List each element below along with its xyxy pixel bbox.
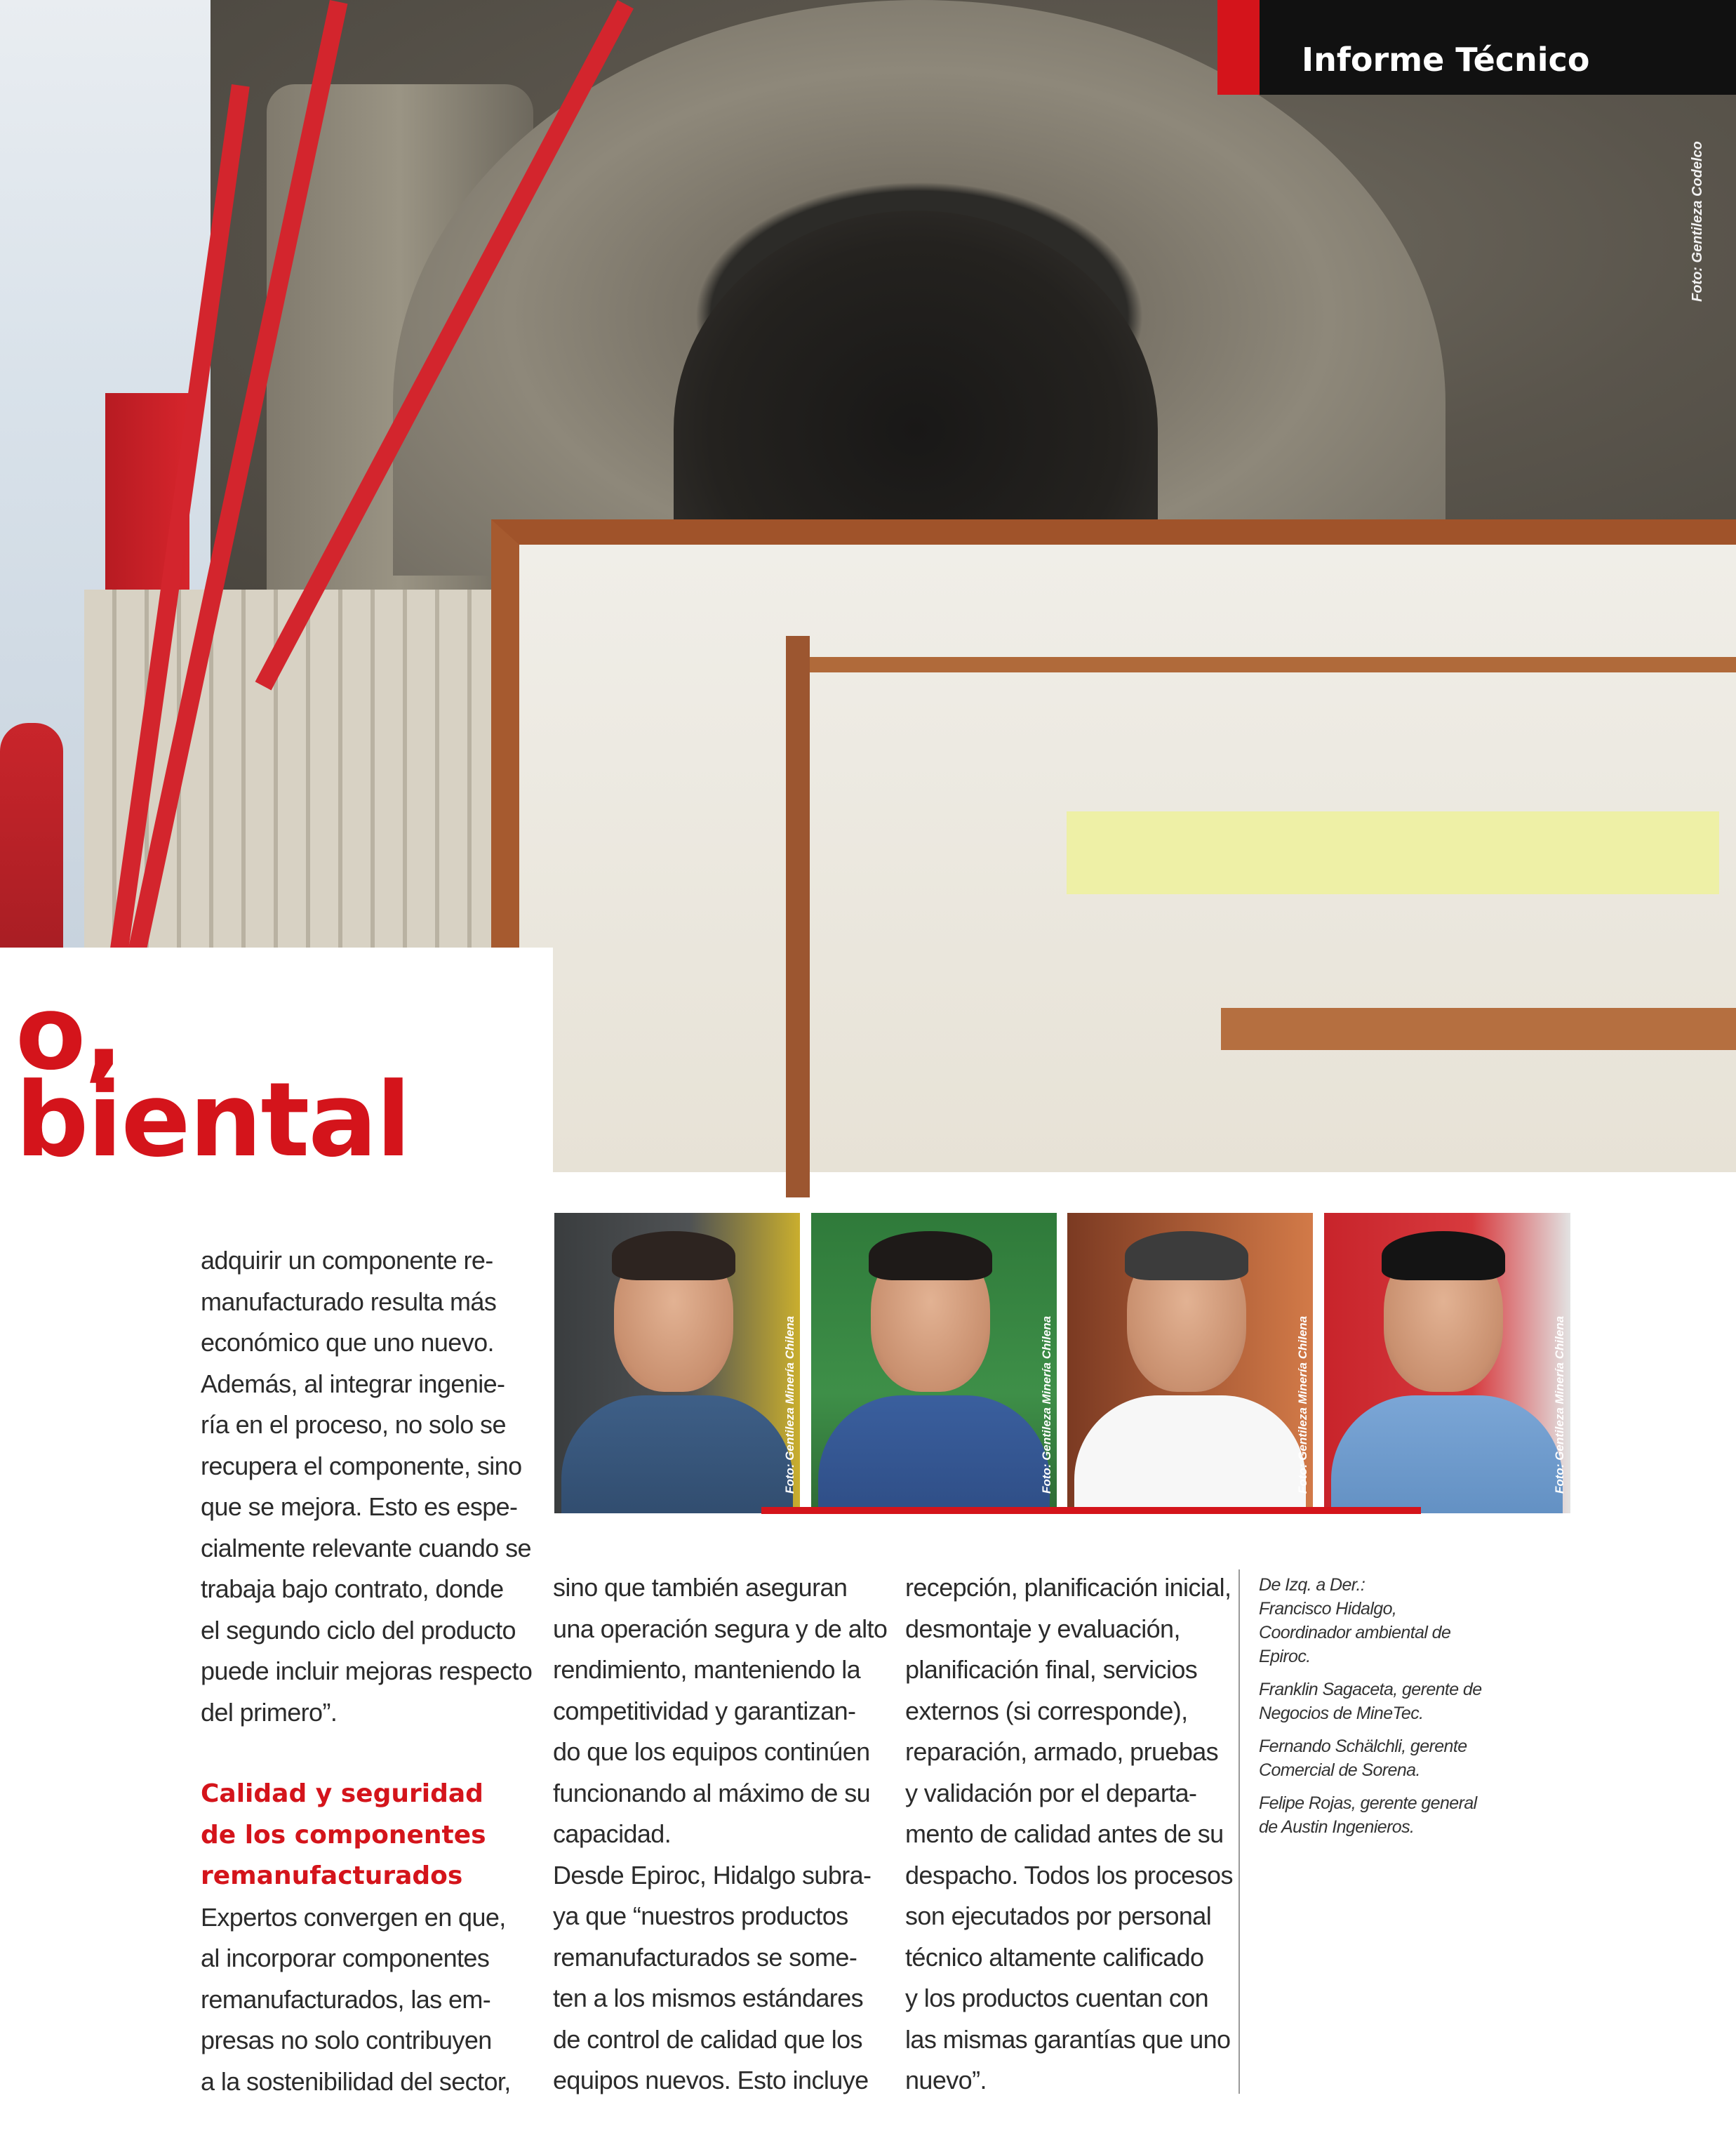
portrait-francisco-hidalgo [554,1213,800,1513]
caption-person: Felipe Rojas, gerente general de Austin Ingenieros. [1259,1793,1477,1837]
body-column-3 [905,1567,1233,2101]
rust-rail-lower [1221,1008,1736,1050]
caption-intro: De Izq. a Der.: [1259,1575,1366,1595]
body-line: capacidad. [553,1819,672,1848]
portrait-franklin-sagaceta [811,1213,1057,1513]
body-line: económico que uno nuevo. [201,1328,494,1357]
body-line: puede incluir mejoras respecto [201,1656,533,1685]
section-tab-label: Informe Técnico [1302,41,1590,79]
subhead-line: remanufacturados [201,1861,463,1890]
body-line: presas no solo contribuyen [201,2026,492,2054]
body-line: planificación final, servicios [905,1655,1198,1684]
body-line: cialmente relevante cuando se [201,1533,531,1562]
portrait-fernando-schalchli [1067,1213,1313,1513]
portrait-body [1074,1395,1306,1513]
body-line: son ejecutados por personal [905,1901,1212,1930]
body-line: recepción, planificación inicial, [905,1573,1231,1602]
body-line: Expertos convergen en que, [201,1902,506,1932]
portrait-credit: Foto: Gentileza Minería Chilena [1553,1315,1566,1494]
worker-figure [0,723,63,948]
portrait-credit: Foto: Gentileza Minería Chilena [783,1315,796,1494]
spacer [201,1733,520,1774]
body-line: nuevo”. [905,2066,987,2094]
caption-person: Franklin Sagaceta, gerente de Negocios de MineTec. [1259,1680,1482,1723]
body-line: ría en el proceso, no solo se [201,1410,506,1439]
body-line: que se mejora. Esto es espe- [201,1492,518,1521]
body-line: mento de calidad antes de su [905,1819,1224,1848]
caption-person: Francisco Hidalgo, Coordinador ambiental de Epiroc. [1259,1599,1451,1666]
body-line: del primero”. [201,1697,338,1727]
caption-divider [1238,1569,1240,2094]
portrait-credit: Foto: Gentileza Minería Chilena [1040,1315,1053,1494]
body-line: recupera el componente, sino [201,1451,522,1480]
body-line: Desde Epiroc, Hidalgo subra- [553,1860,872,1890]
body-line: rendimiento, manteniendo la [553,1655,861,1684]
body-column-2 [553,1567,888,2101]
portrait-hair [1125,1231,1248,1280]
portrait-red-rule [761,1507,1421,1514]
body-line: a la sostenibilidad del sector, [201,2066,511,2096]
body-line: adquirir un componente re- [201,1246,493,1275]
body-line: de control de calidad que los [553,2024,862,2054]
section-tab [1217,0,1736,95]
portrait-hair [869,1231,992,1280]
rust-post [786,636,810,1197]
body-line: funcionando al máximo de su [553,1778,871,1807]
hero-photo-credit: Foto: Gentileza Codelco [1690,141,1705,302]
body-line: competitividad y garantizan- [553,1696,856,1725]
caption-person: Fernando Schälchli, gerente Comercial de Sorena. [1259,1736,1467,1780]
body-line: externos (si corresponde), [905,1696,1188,1725]
body-line: Además, al integrar ingenie- [201,1369,505,1398]
body-line: ya que “nuestros productos [553,1901,848,1930]
body-line: remanufacturados se some- [553,1942,857,1972]
body-line: técnico altamente calificado [905,1942,1204,1972]
body-line: remanufacturados, las em- [201,1984,491,2014]
body-line: despacho. Todos los procesos [905,1860,1233,1890]
yellow-tape [1067,811,1719,894]
rust-rail [786,657,1736,672]
body-line: trabaja bajo contrato, donde [201,1574,504,1603]
body-line: equipos nuevos. Esto incluye [553,2066,869,2094]
body-line: desmontaje y evaluación, [905,1614,1180,1643]
portrait-felipe-rojas [1324,1213,1570,1513]
body-line: y validación por el departa- [905,1778,1197,1807]
article-headline [15,974,410,1180]
body-column-1 [201,1240,533,2102]
portrait-strip [554,1213,1570,1513]
body-line: ten a los mismos estándares [553,1984,864,2012]
subhead-line: Calidad y seguridad [201,1779,483,1808]
portrait-body [818,1395,1050,1513]
portrait-body [561,1395,793,1513]
body-line: y los productos cuentan con [905,1984,1209,2012]
body-line: sino que también aseguran [553,1573,848,1602]
body-line: reparación, armado, pruebas [905,1737,1219,1766]
body-line: las mismas garantías que uno [905,2024,1231,2054]
body-line: el segundo ciclo del producto [201,1615,516,1645]
subhead-line: de los componentes [201,1820,486,1850]
body-line: al incorporar componentes [201,1944,490,1972]
body-line: do que los equipos continúen [553,1737,870,1766]
photo-caption [1259,1573,1490,1848]
headline-line-1: o, [15,974,122,1093]
body-line: una operación segura y de alto [553,1614,888,1643]
body-line: manufacturado resulta más [201,1287,497,1316]
portrait-hair [612,1231,735,1280]
headline-line-2: biental [15,1061,410,1180]
portrait-credit: Foto: Gentileza Minería Chilena [1296,1315,1309,1494]
portrait-hair [1382,1231,1505,1280]
rusty-container [491,519,1736,1172]
portrait-body [1331,1395,1563,1513]
